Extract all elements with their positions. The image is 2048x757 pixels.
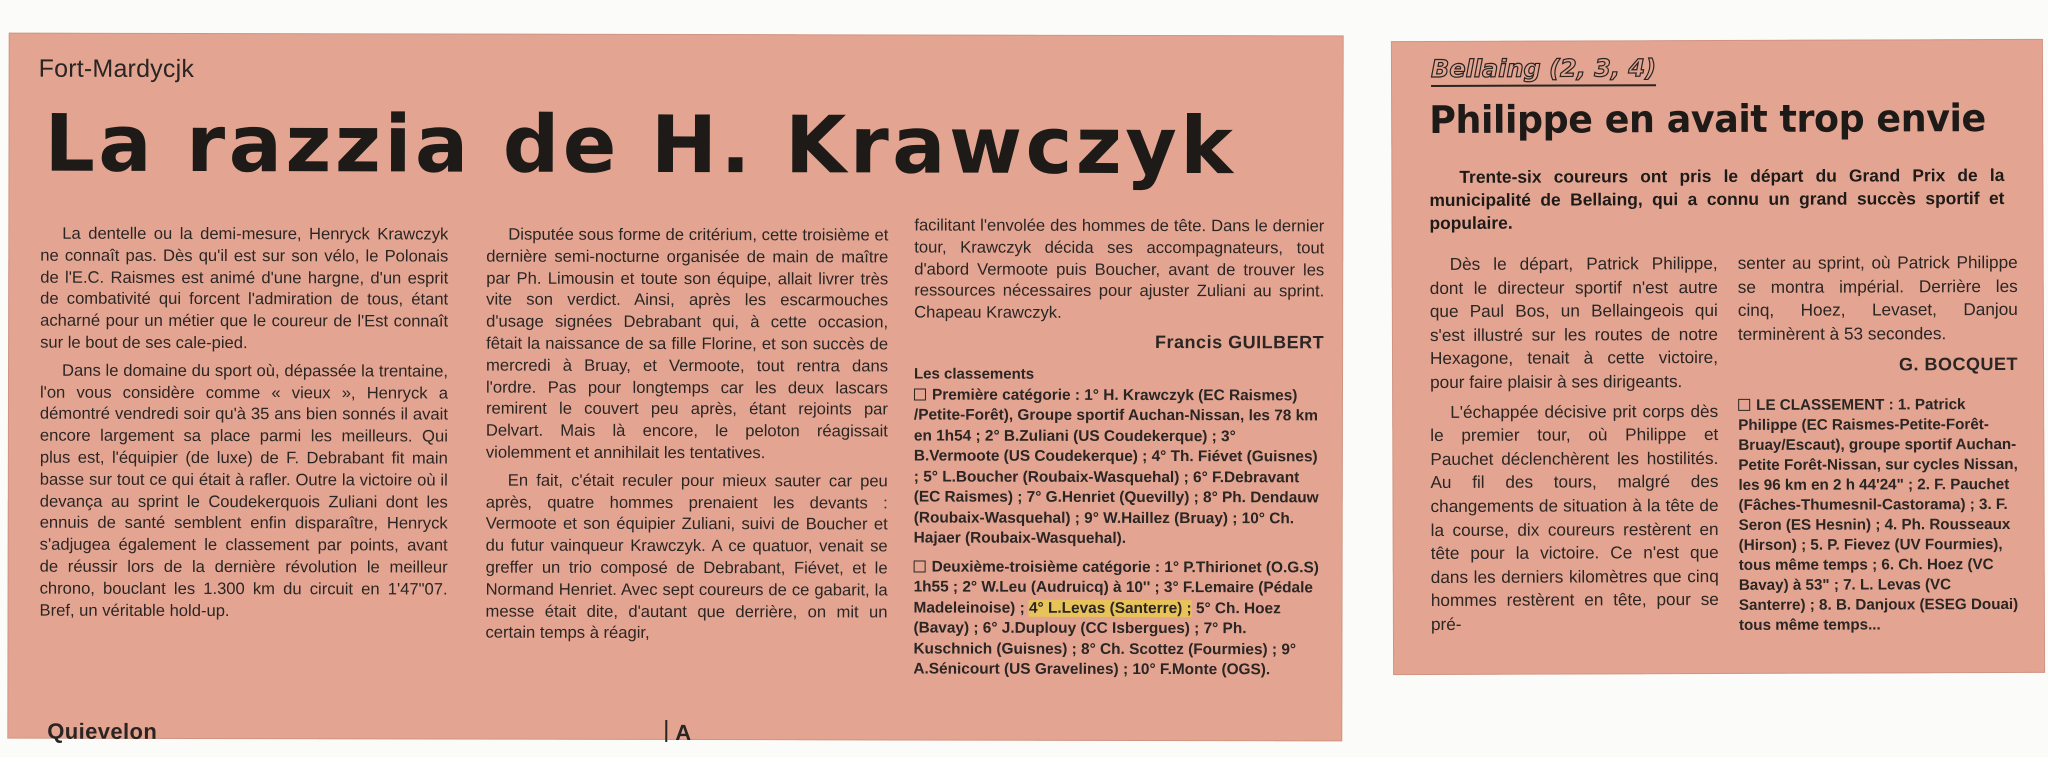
author-byline: Francis GUILBERT	[1155, 331, 1325, 353]
paragraph: Disputée sous forme de critérium, cette troisième et dernière semi-nocturne organisée de main de maître par Ph. Limousin et toute son équipe, allait livrer très vite son verdict. Ainsi, après les escarmouches d'usage signées Debrabant qui, à cette occasion, fêtait la naissance de sa fille Florine, et son succès de mercredi à Bruay, et Vermoote, tout rentra dans l'ordre. Pas pour longtemps car les deux lascars remirent le couvert peu après, étant rejoints par Delvart. Mais là encore, le peloton réagissait violemment et annihilait les tentatives.	[485, 224, 889, 463]
author-byline: G. BOCQUET	[1898, 354, 2019, 375]
paragraph: Dans le domaine du sport où, dépassée la trentaine, l'on vous considère comme « vieux », Henryck a démontré vendredi soir qu'à 35 ans bien sonnés il avait encore largement sa place parmi les meilleurs. Qui plus est, l'équipier (de luxe) de F. Debrabant fit main basse sur tout ce qui était à rafler. Outre la victoire où il devança au sprint le Coudekerquois Zuliani dont les ennuis de santé semblent enfin disparaître, Henryck s'adjugea également le classement par points, avant de réussir lors de la dernière révolution le meilleur chrono, bouclant les 1.300 km du circuit en 1'47"07. Bref, un véritable hold-up.	[39, 360, 449, 620]
paragraph: En fait, c'était reculer pour mieux sauter car peu après, quatre hommes prenaient les devants : Vermoote et son équipier Zuliani, suivi de Boucher et du futur vainqueur Krawczyk. A ce quatuor, venait se greffer un trio composé de Debrabant, Fiévet, et le Normand Henriet. Avec sept coureurs de ce gabarit, la messe était dite, d'autant que derrière, on mit un certain temps à réagir,	[485, 470, 888, 643]
classement-premiere: Première catégorie : 1° H. Krawczyk (EC Raismes) /Petite-Forêt), Groupe sportif Auchan-Nissan, les 78 km en 1h54 ; 2° B.Zuliani (US Coudekerque) ; 3° B.Vermoote (US Coudekerque) ; 4° Th. Fiévet (Guisnes) ; 5° L.Boucher (Roubaix-Wasquehal) ; 6° F.Debravant (EC Raismes) ; 7° G.Henriet (Quevilly) ; 8° Ph. Dendauw (Roubaix-Wasquehal) ; 9° W.Haillez (Bruay) ; 10° Ch. Hajaer (Roubaix-Wasquehal).	[913, 386, 1319, 548]
article-headline: La razzia de H. Krawczyk	[44, 97, 1237, 193]
classement-deuxieme: Deuxième-troisième catégorie : 1° P.Thirionet (O.G.S) 1h55 ; 2° W.Leu (Audruicq) à 10'' ; 3° F.Lemaire (Pédale Madeleinoise) ; 4° L.Levas (Santerre) ; 5° Ch. Hoez (Bavay) ; 6° J.Duplouy (CC Isbergues) ; 7° Ph. Kuschnich (Guisnes) ; 8° Ch. Scottez (Fourmies) ; 9° A.Sénicourt (US Gravelines) ; 10° F.Monte (OGS).	[913, 558, 1319, 679]
article-location: Fort-Mardycjk	[38, 54, 195, 83]
left-clipping	[7, 33, 1343, 746]
classements-title: Les classements	[914, 365, 1035, 383]
article-column-2	[485, 224, 888, 645]
checkbox-icon	[1738, 399, 1750, 411]
article-headline: Philippe en avait trop envie	[1429, 96, 1986, 143]
checkbox-icon	[914, 388, 926, 400]
article-lead: Trente-six coureurs ont pris le départ du Grand Prix de la municipalité de Bellaing, qui a connu un grand succès sportif et populaire.	[1429, 164, 2005, 234]
article-column-1	[40, 223, 449, 622]
article-location: Bellaing (2, 3, 4)	[1431, 54, 1656, 87]
cut-off-heading-2: A	[675, 720, 692, 746]
checkbox-icon	[914, 560, 926, 572]
highlighted-result: 4° L.Levas (Santerre) ;	[1028, 599, 1192, 617]
paragraph: senter au sprint, où Patrick Philippe se montra impérial. Derrière les cinq, Hoez, Levaset, Danjou terminèrent à 53 secondes.	[1737, 251, 2018, 344]
cut-off-heading: Quievelon	[47, 718, 158, 744]
column-rule	[665, 720, 667, 742]
paragraph: La dentelle ou la demi-mesure, Henryck Krawczyk ne connaît pas. Dès qu'il est sur son vélo, le Polonais de l'E.C. Raismes est animé d'une hargne, d'un esprit de combativité qui forcent l'admiration de tous, étant acharné pour un métier que le coureur de l'Est connaît sur le bout de ses cale-pied.	[40, 223, 449, 353]
right-clipping	[1391, 39, 2045, 675]
paragraph: L'échappée décisive prit corps dès le premier tour, où Philippe et Pauchet déclenchèrent les hostilités. Au fil des tours, malgré des changements de situation à la tête de la course, dix coureurs restèrent en tête pour la victoire. Ce n'est que dans les derniers kilomètres que cinq hommes restèrent en tête, pour se pré-	[1430, 400, 1719, 634]
classement: LE CLASSEMENT : 1. Patrick Philippe (EC Raismes-Petite-Forêt-Bruay/Escaut), groupe sportif Auchan-Petite Forêt-Nissan, sur cycles Nissan, les 96 km en 2 h 44'24" ; 2. F. Pauchet (Fâches-Thumesnil-Castorama) ; 3. F. Seron (ES Hesnin) ; 4. Ph. Rousseaux (Hirson) ; 5. P. Fievez (UV Fourmies), tous même temps ; 6. Ch. Hoez (VC Bavay) à 53" ; 7. L. Levas (VC Santerre) ; 8. B. Danjoux (ESEG Douai) tous même temps...	[1738, 396, 2019, 634]
paragraph: facilitant l'envolée des hommes de tête. Dans le dernier tour, Krawczyk décida ses accompagnateurs, tout d'abord Vermoote puis Boucher, avant de trouver les ressources nécessaires pour ajuster Zuliani au sprint. Chapeau Krawczyk.	[914, 215, 1325, 322]
article-column-1	[1430, 252, 1719, 637]
article-column-2	[1738, 251, 2019, 636]
paragraph: Dès le départ, Patrick Philippe, dont le directeur sportif n'est autre que Paul Bos, un Bellaingeois qui s'est illustré sur les routes de notre Hexagone, tenait à cette victoire, pour faire plaisir à ses dirigeants.	[1429, 253, 1719, 392]
article-column-3	[913, 214, 1324, 680]
